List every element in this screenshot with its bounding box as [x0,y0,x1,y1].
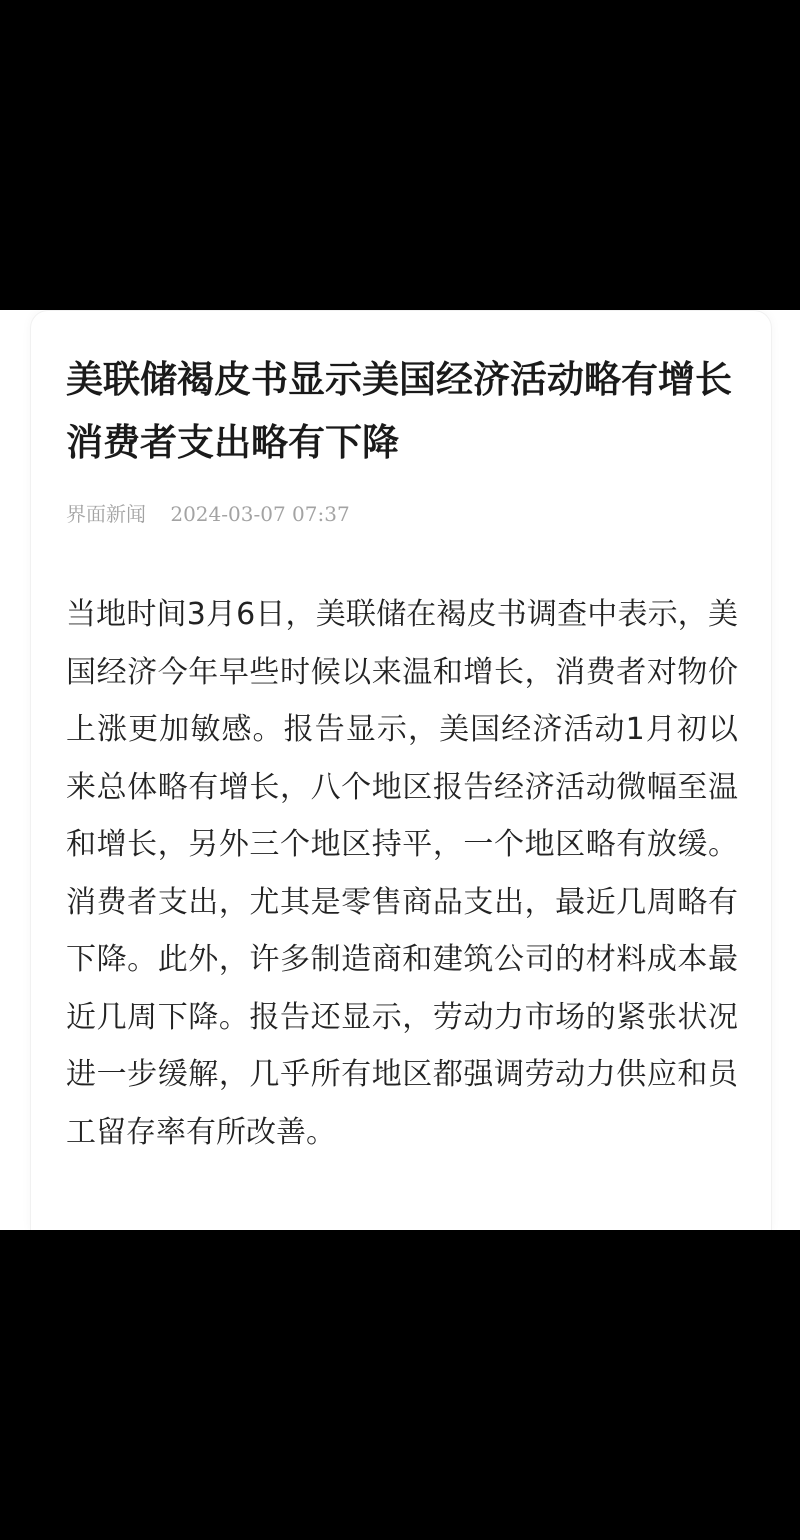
article-body: 当地时间3月6日，美联储在褐皮书调查中表示，美国经济今年早些时候以来温和增长，消费者对物价上涨更加敏感。报告显示，美国经济活动1月初以来总体略有增长，八个地区报告经济活动微幅至温和增长，另外三个地区持平，一个地区略有放缓。消费者支出，尤其是零售商品支出，最近几周略有下降。此外，许多制造商和建筑公司的材料成本最近几周下降。报告还显示，劳动力市场的紧张状况进一步缓解，几乎所有地区都强调劳动力供应和员工留存率有所改善。 [66,597,738,1150]
top-black-band [0,0,800,310]
article-source[interactable]: 界面新闻 [66,502,146,526]
article-timestamp: 2024-03-07 07:37 [170,502,350,526]
article-card [0,310,800,1230]
article-title: 美联储褐皮书显示美国经济活动略有增长 消费者支出略有下降 [66,358,732,464]
bottom-black-band [0,1230,800,1540]
article-meta [66,500,350,528]
